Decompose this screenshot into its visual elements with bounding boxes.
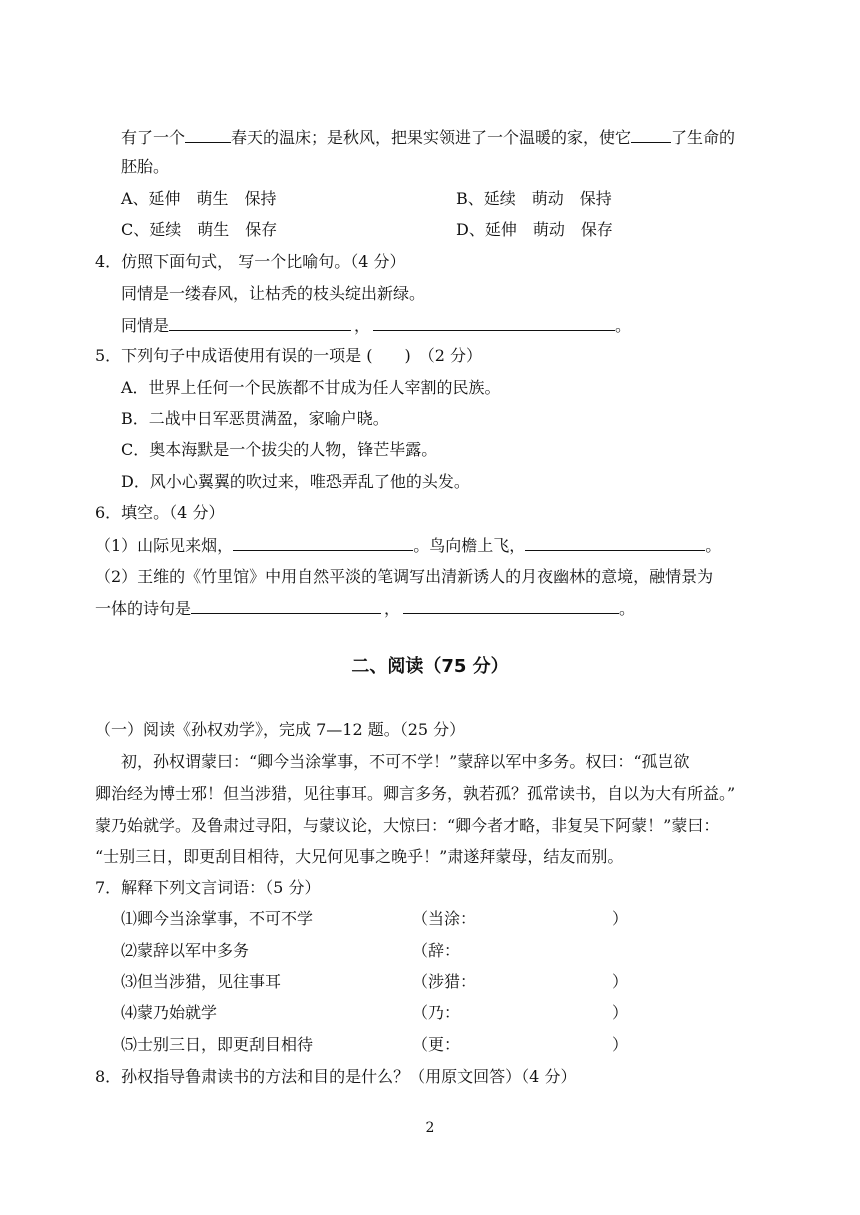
q6-blank-3[interactable] <box>191 597 381 614</box>
q7-close-5: ） <box>612 1035 629 1054</box>
q4-blank-2[interactable] <box>373 314 615 331</box>
q7-item-1: ⑴卿今当涂掌事，不可不学 <box>121 909 314 928</box>
q3-sentence-end: 胚胎。 <box>121 157 170 176</box>
q6-stem: 6．填空。（4 分） <box>95 503 225 522</box>
q6-line-2: （2）王维的《竹里馆》中用自然平淡的笔调写出清新诱人的月夜幽林的意境，融情景为 <box>95 567 714 586</box>
q6-line-1 <box>95 534 721 557</box>
page-number: 2 <box>425 1120 435 1136</box>
passage-line-1: 初，孙权谓蒙曰：“卿今当涂掌事，不可不学！”蒙辞以军中多务。权曰：“孤岂欲 <box>121 752 690 771</box>
q6-l3-comma: ， <box>384 599 401 618</box>
q4-example: 同情是一缕春风，让枯秃的枝头绽出新绿。 <box>121 284 426 303</box>
q7-gloss-4: （乃： <box>412 1003 461 1022</box>
q5-stem: 5．下列句子中成语使用有误的一项是 ( ) （2 分） <box>95 346 483 365</box>
q3-text-part3: 了生命的 <box>671 128 736 147</box>
q4-lead: 同情是 <box>121 316 170 335</box>
q6-l1-part3: 。 <box>705 536 722 555</box>
q7-item-3: ⑶但当涉猎，见往事耳 <box>121 972 282 991</box>
q7-close-3: ） <box>612 972 629 991</box>
q7-gloss-3: （涉猎： <box>412 972 477 991</box>
reading-intro: （一）阅读《孙权劝学》，完成 7—12 题。（25 分） <box>95 720 466 739</box>
q8-stem: 8．孙权指导鲁肃读书的方法和目的是什么？（用原文回答）（4 分） <box>95 1067 577 1086</box>
q3-sentence-line <box>121 126 735 149</box>
q4-answer-line <box>121 314 631 337</box>
q3-option-d: D、延伸 萌动 保存 <box>456 220 613 239</box>
q4-end: 。 <box>615 316 632 335</box>
q7-item-4: ⑷蒙乃始就学 <box>121 1003 218 1022</box>
q6-l1-part2: 。鸟向檐上飞， <box>413 536 526 555</box>
q6-blank-1[interactable] <box>233 534 413 551</box>
q6-blank-2[interactable] <box>525 534 705 551</box>
q7-gloss-5: （更： <box>412 1035 461 1054</box>
q5-option-a: A．世界上任何一个民族都不甘成为任人宰割的民族。 <box>121 378 501 397</box>
q3-option-b: B、延续 萌动 保持 <box>456 189 612 208</box>
q3-blank-2[interactable] <box>631 126 671 143</box>
passage-line-2: 卿治经为博士邪！但当涉猎，见往事耳。卿言多务，孰若孤？孤常读书，自以为大有所益。” <box>95 784 736 803</box>
q4-stem: 4．仿照下面句式， 写一个比喻句。（4 分） <box>95 252 406 271</box>
q3-option-c: C、延续 萌生 保存 <box>121 220 278 239</box>
q3-blank-1[interactable] <box>185 126 231 143</box>
q7-close-4: ） <box>612 1003 629 1022</box>
passage-line-3: 蒙乃始就学。及鲁肃过寻阳，与蒙议论，大惊曰：“卿今者才略，非复吴下阿蒙！”蒙曰： <box>95 816 720 835</box>
q5-option-d: D．风小心翼翼的吹过来，唯恐弄乱了他的头发。 <box>121 472 470 491</box>
q3-text-part2: 春天的温床；是秋风，把果实领进了一个温暖的家，使它 <box>231 128 632 147</box>
q6-l3-part1: 一体的诗句是 <box>95 599 192 618</box>
section-title: 二、阅读（75 分） <box>351 656 509 677</box>
q7-item-5: ⑸士别三日，即更刮目相待 <box>121 1035 314 1054</box>
q7-gloss-1: （当涂： <box>412 909 477 928</box>
q4-comma: ， <box>354 316 371 335</box>
q6-line-3 <box>95 597 635 620</box>
passage-line-4: “士别三日，即更刮目相待，大兄何见事之晚乎！”肃遂拜蒙母，结友而别。 <box>95 847 624 866</box>
q7-close-1: ） <box>612 909 629 928</box>
q3-text-part1: 有了一个 <box>121 128 186 147</box>
q5-option-b: B．二战中日军恶贯满盈，家喻户晓。 <box>121 409 389 428</box>
q6-blank-4[interactable] <box>403 597 619 614</box>
q7-item-2: ⑵蒙辞以军中多务 <box>121 941 250 960</box>
q6-l1-part1: （1）山际见来烟， <box>95 536 234 555</box>
q7-stem: 7．解释下列文言词语：（5 分） <box>95 878 321 897</box>
q3-option-a: A、延伸 萌生 保持 <box>121 189 277 208</box>
q4-blank-1[interactable] <box>169 314 351 331</box>
q6-l3-end: 。 <box>619 599 636 618</box>
q7-gloss-2: （辞： <box>412 941 461 960</box>
q5-option-c: C．奥本海默是一个拔尖的人物，锋芒毕露。 <box>121 440 438 459</box>
